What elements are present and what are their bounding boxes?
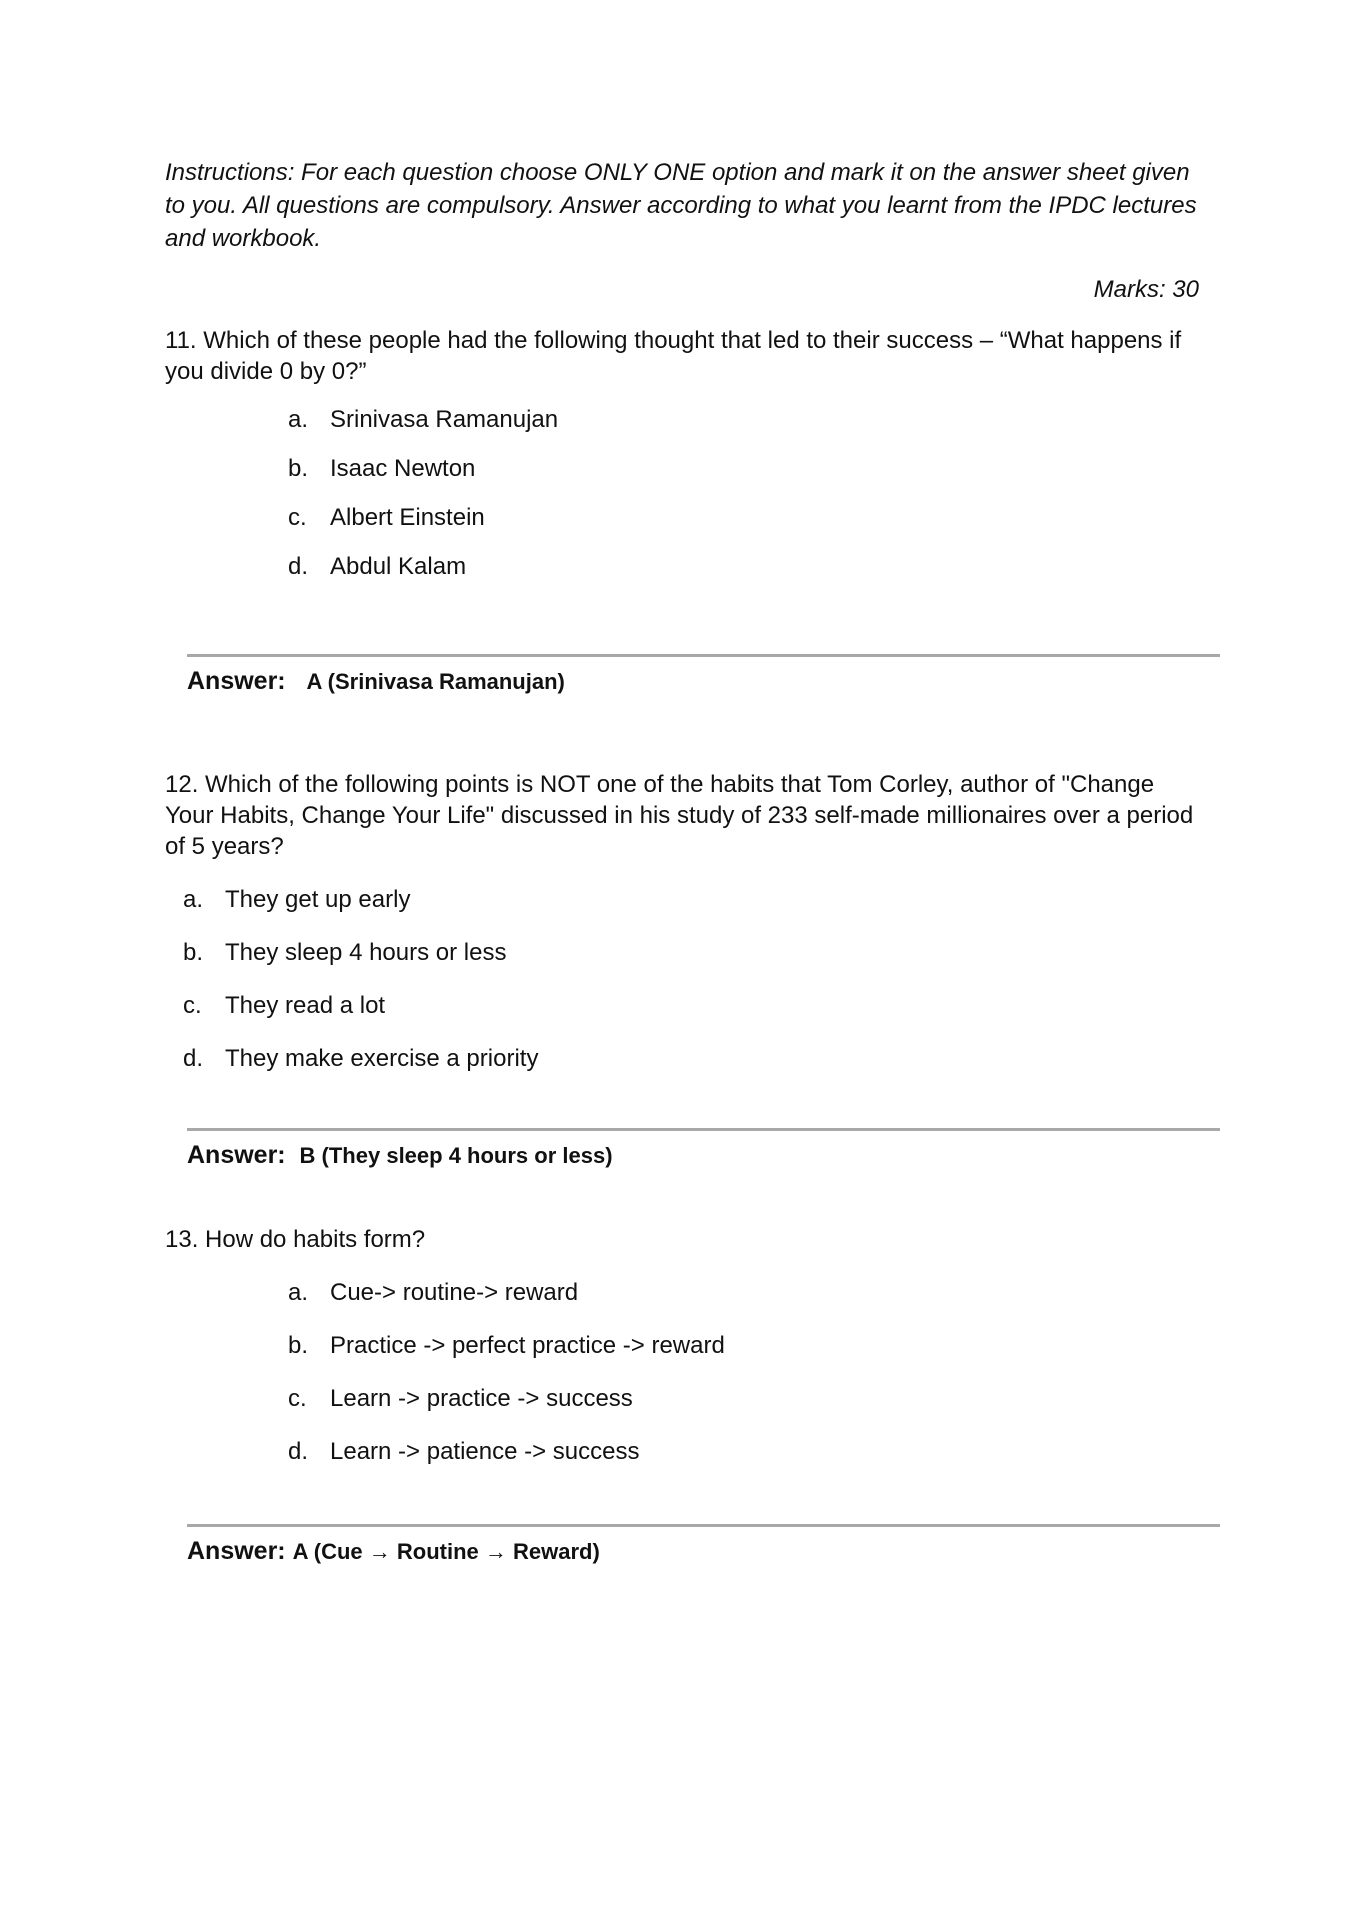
option-letter: c. [288,1385,307,1412]
option-text: Learn -> practice -> success [330,1385,633,1412]
instructions-text: Instructions: For each question choose ONLY ONE option and mark it on the answer sheet given to you. All questions are compulsory. Answer according to what you learnt from the IPDC lectures and workbook. [165,159,1197,252]
option-letter: c. [288,504,307,531]
answer-label: Answer: [187,667,286,695]
option-letter: d. [183,1045,204,1072]
question-11-text: 11. Which of these people had the following thought that led to their success – “What happens if you divide 0 by 0?” [165,327,1182,385]
option-letter: a. [183,886,204,913]
answer-value: A (Srinivasa Ramanujan) [306,669,565,694]
option-letter: b. [288,1332,309,1359]
question-13-option-c [288,1384,633,1414]
option-letter: b. [183,939,204,966]
question-12-option-a [183,885,410,915]
option-text: They read a lot [225,992,386,1019]
answer-value: A (Cue → Routine → Reward) [292,1539,600,1564]
question-13-option-b [288,1331,725,1361]
answer-divider [187,654,1220,657]
marks-label: Marks: 30 [1093,276,1199,303]
question-12-answer [187,1141,613,1170]
option-text: They get up early [225,886,411,913]
question-11-option-c [288,503,485,533]
option-letter: a. [288,406,309,433]
option-text: They make exercise a priority [225,1045,539,1072]
option-text: Abdul Kalam [330,553,467,580]
question-11-answer [187,667,565,696]
answer-divider [187,1524,1220,1527]
option-text: Learn -> patience -> success [330,1438,640,1465]
option-text: Srinivasa Ramanujan [330,406,559,433]
answer-label: Answer: [187,1537,286,1565]
question-11-option-d [288,552,466,582]
option-letter: c. [183,992,202,1019]
question-12-text: 12. Which of the following points is NOT one of the habits that Tom Corley, author of "Change Your Habits, Change Your Life" discussed in his study of 233 self-made millionaires over a period of 5 years? [165,771,1194,860]
question-12-option-c [183,991,385,1021]
answer-label: Answer: [187,1141,286,1169]
option-letter: b. [288,455,309,482]
option-text: Practice -> perfect practice -> reward [330,1332,725,1359]
option-letter: d. [288,553,309,580]
option-text: Albert Einstein [330,504,485,531]
question-13-option-a [288,1278,578,1308]
option-letter: a. [288,1279,309,1306]
option-letter: d. [288,1438,309,1465]
question-12-option-d [183,1044,538,1074]
option-text: Cue-> routine-> reward [330,1279,579,1306]
option-text: They sleep 4 hours or less [225,939,507,966]
question-11-option-b [288,454,475,484]
question-13-text: 13. How do habits form? [165,1226,426,1253]
question-13-option-d [288,1437,640,1467]
question-11-option-a [288,405,558,435]
answer-divider [187,1128,1220,1131]
question-12-option-b [183,938,506,968]
answer-value: B (They sleep 4 hours or less) [299,1143,613,1168]
option-text: Isaac Newton [330,455,476,482]
question-13-answer [187,1537,600,1566]
